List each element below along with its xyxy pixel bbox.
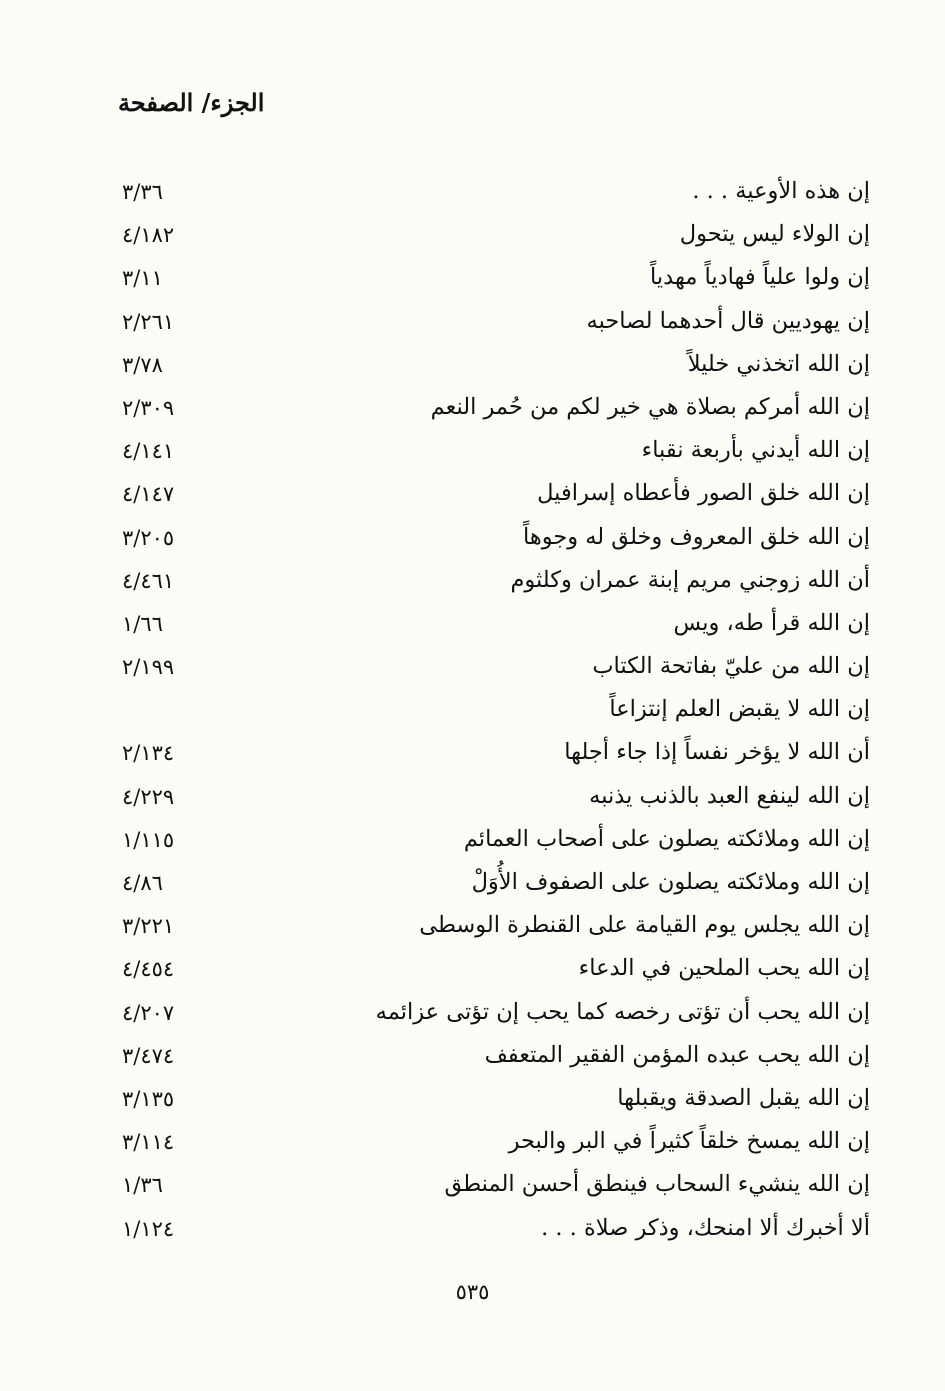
hadith-text: إن الله قرأ طه، ويس xyxy=(673,609,870,636)
volume-page-ref: ٢/٣٠٩ xyxy=(122,395,175,420)
index-row xyxy=(110,300,870,343)
volume-page-ref: ٣/١١٤ xyxy=(122,1130,175,1155)
hadith-text: إن الله يحب الملحين في الدعاء xyxy=(578,955,870,982)
hadith-text: إن الله يحب عبده المؤمن الفقير المتعفف xyxy=(484,1041,870,1068)
volume-page-ref: ٤/١٤٧ xyxy=(122,482,175,507)
index-row xyxy=(110,213,870,256)
hadith-text: أن الله زوجني مريم إبنة عمران وكلثوم xyxy=(510,566,870,593)
index-row xyxy=(110,343,870,386)
hadith-text: أن الله لا يؤخر نفساً إذا جاء أجلها xyxy=(564,739,870,766)
volume-page-ref: ٢/١٣٤ xyxy=(122,741,175,766)
volume-page-ref: ٤/١٤١ xyxy=(122,439,175,464)
index-row xyxy=(110,602,870,645)
index-row xyxy=(110,516,870,559)
hadith-text: إن الله يمسخ خلقاً كثيراً في البر والبحر xyxy=(508,1128,870,1155)
index-row xyxy=(110,645,870,688)
volume-page-ref: ١/٣٦ xyxy=(122,1173,163,1198)
volume-page-ref: ٣/٧٨ xyxy=(122,352,163,377)
volume-page-ref: ٤/٢٢٩ xyxy=(122,784,175,809)
hadith-text: إن الله أمركم بصلاة هي خير لكم من حُمر النعم xyxy=(430,393,870,420)
index-row xyxy=(110,472,870,515)
hadith-text: إن الله خلق المعروف وخلق له وجوهاً xyxy=(522,523,870,550)
hadith-text: إن ولوا علياً فهادياً مهدياً xyxy=(650,264,870,291)
hadith-text: إن الله يحب أن تؤتى رخصه كما يحب إن تؤتى عزائمه xyxy=(375,998,870,1025)
index-row xyxy=(110,991,870,1034)
hadith-text: إن هذه الأوعية . . . xyxy=(692,178,870,204)
volume-page-ref: ٤/٤٦١ xyxy=(122,568,175,593)
index-row xyxy=(110,559,870,602)
volume-page-ref: ١/١١٥ xyxy=(122,827,175,852)
volume-page-ref: ٢/١٩٩ xyxy=(122,655,175,680)
index-row xyxy=(110,688,870,731)
page-number: ٥٣٥ xyxy=(455,1280,490,1304)
index-row xyxy=(110,947,870,990)
index-row xyxy=(110,818,870,861)
hadith-text: إن الله اتخذني خليلاً xyxy=(687,350,870,377)
index-row xyxy=(110,775,870,818)
hadith-index-list xyxy=(110,170,870,1250)
hadith-text: إن الله أيدني بأربعة نقباء xyxy=(641,437,870,464)
volume-page-ref: ٣/٣٦ xyxy=(122,180,163,204)
volume-page-ref: ١/١٢٤ xyxy=(122,1216,175,1241)
index-row xyxy=(110,1034,870,1077)
index-row xyxy=(110,386,870,429)
index-row xyxy=(110,1120,870,1163)
hadith-text: إن الله لا يقبض العلم إنتزاعاً xyxy=(609,696,870,723)
volume-page-ref: ٣/٢٠٥ xyxy=(122,525,175,550)
index-row xyxy=(110,904,870,947)
volume-page-ref: ٤/٨٦ xyxy=(122,871,163,895)
index-row xyxy=(110,731,870,774)
hadith-text: إن الله ينشيء السحاب فينطق أحسن المنطق xyxy=(444,1171,870,1198)
volume-page-ref: ١/٦٦ xyxy=(122,611,163,636)
index-row xyxy=(110,429,870,472)
hadith-text: إن الله لينفع العبد بالذنب يذنبه xyxy=(589,782,870,809)
hadith-text: إن الله وملائكته يصلون على أصحاب العمائم xyxy=(463,825,870,852)
volume-page-ref: ٣/٢٢١ xyxy=(122,914,175,939)
hadith-text: إن الله يقبل الصدقة ويقبلها xyxy=(617,1084,870,1111)
hadith-text: إن الولاء ليس يتحول xyxy=(679,221,870,248)
index-row xyxy=(110,170,870,213)
hadith-text: إن الله يجلس يوم القيامة على القنطرة الوسطى xyxy=(419,912,870,939)
index-row xyxy=(110,1207,870,1250)
volume-page-ref: ٣/١٣٥ xyxy=(122,1086,175,1111)
index-row xyxy=(110,1077,870,1120)
index-row xyxy=(110,1163,870,1206)
volume-page-ref: ٤/٤٥٤ xyxy=(122,957,175,982)
index-row xyxy=(110,861,870,904)
volume-page-ref: ٤/١٨٢ xyxy=(122,223,175,248)
volume-page-ref: ٣/٤٧٤ xyxy=(122,1043,175,1068)
hadith-text: ألا أخبرك ألا امنحك، وذكر صلاة . . . xyxy=(541,1214,870,1241)
volume-page-ref: ٢/٢٦١ xyxy=(122,309,175,334)
volume-page-ref: ٤/٢٠٧ xyxy=(122,1000,175,1025)
column-header: الجزء/ الصفحة xyxy=(118,88,265,117)
hadith-text: إن الله خلق الصور فأعطاه إسرافيل xyxy=(537,480,870,507)
hadith-text: إن الله وملائكته يصلون على الصفوف الأُوَلْ xyxy=(471,869,870,895)
index-row xyxy=(110,256,870,299)
volume-page-ref: ٣/١١ xyxy=(122,266,163,291)
hadith-text: إن الله من عليّ بفاتحة الكتاب xyxy=(592,653,870,680)
hadith-text: إن يهوديين قال أحدهما لصاحبه xyxy=(586,307,870,334)
